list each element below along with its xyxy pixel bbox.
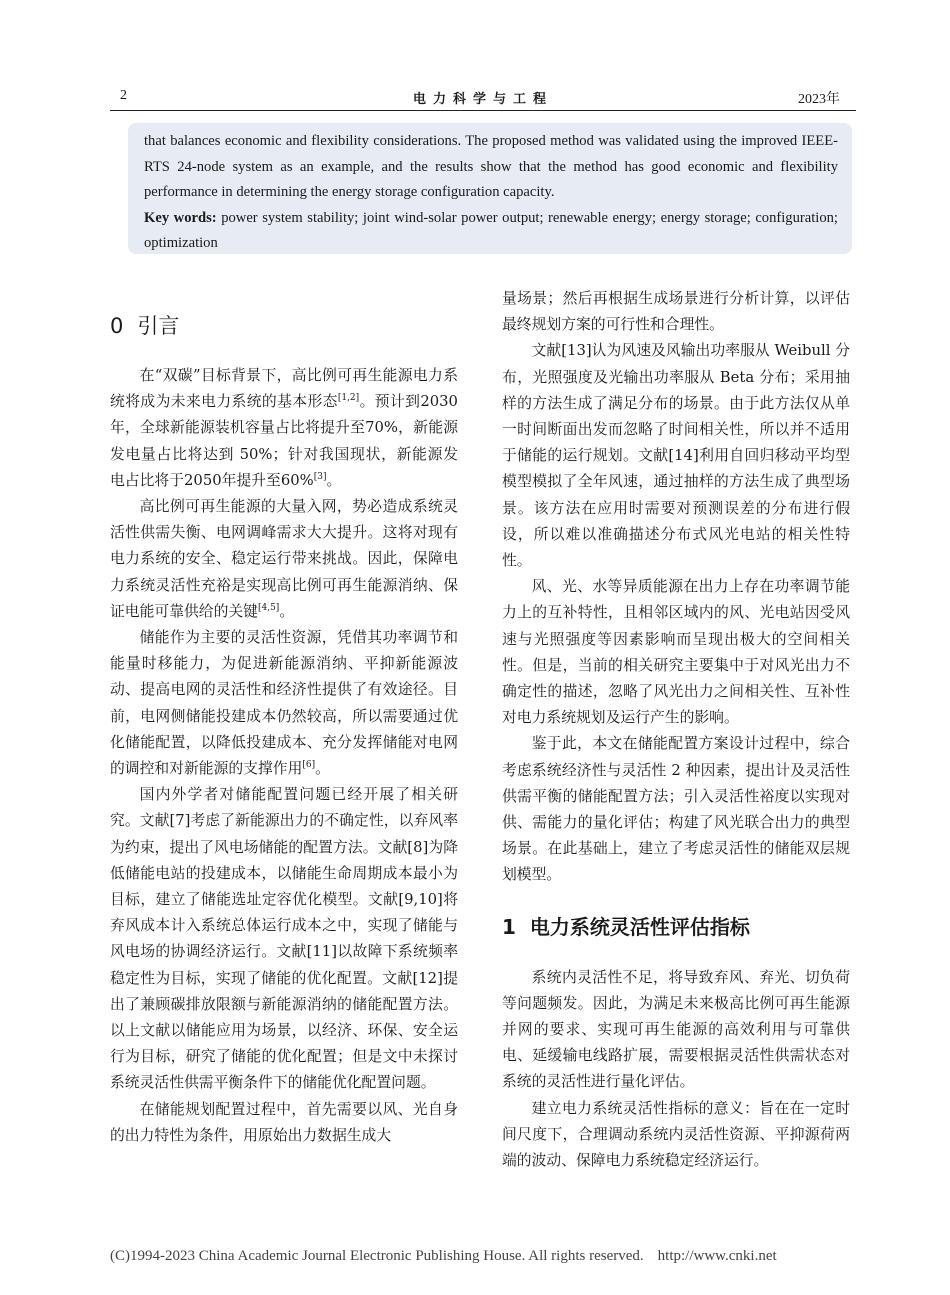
paragraph — [110, 363, 458, 494]
paragraph-text: 高比例可再生能源的大量入网，势必造成系统灵活性供需失衡、电网调峰需求大大提升。这将对现有电力系统的安全、稳定运行带来挑战。因此，保障电力系统灵活性充裕是实现高比例可再生能源消纳、保证电能可靠供给的关键 — [110, 498, 458, 620]
paragraph: 国内外学者对储能配置问题已经开展了相关研究。文献[7]考虑了新能源出力的不确定性，以弃风率为约束，提出了风电场储能的配置方法。文献[8]为降低储能电站的投建成本，以储能生命周期成本最小为目标，建立了储能选址定容优化模型。文献[9,10]将弃风成本计入系统总体运行成本之中，实现了储能与风电场的协调经济运行。文献[11]以故障下系统频率稳定性为目标，实现了储能的优化配置。文献[12]提出了兼顾碳排放限额与新能源消纳的储能配置方法。以上文献以储能应用为场景，以经济、环保、安全运行为目标，研究了储能的优化配置；但是文中未探讨系统灵活性供需平衡条件下的储能优化配置问题。 — [110, 786, 458, 1092]
english-abstract-box — [128, 123, 852, 254]
page-number: 2 — [120, 88, 127, 103]
paragraph-text: 。 — [279, 602, 295, 620]
paragraph: 系统内灵活性不足，将导致弃风、弃光、切负荷等问题频发。因此，为满足未来极高比例可再生能源并网的要求、实现可再生能源的高效利用与可靠供电、延缓输电线路扩展，需要根据灵活性供需状态对系统的灵活性进行量化评估。 — [502, 968, 850, 1091]
section-number: 0 — [110, 314, 124, 338]
section-number: 1 — [502, 914, 516, 939]
running-header — [110, 88, 856, 111]
section-heading-flexibility-index — [502, 913, 850, 941]
keywords-label: Key words: — [144, 209, 217, 226]
paragraph-text: 。预计到2030年，全球新能源装机容量占比将提升至70%，新能源发电量占比将达到 50%；针对我国现状，新能源发电占比将于2050年提升至60% — [110, 393, 458, 489]
keywords-list: power system stability; joint wind-solar power output; renewable energy; energy storage; configuration; optimization — [144, 209, 838, 251]
paragraph-continued: 量场景；然后再根据生成场景进行分析计算，以评估最终规划方案的可行性和合理性。 — [502, 290, 850, 334]
publication-year: 2023年 — [798, 92, 840, 107]
copyright-notice: (C)1994-2023 China Academic Journal Electronic Publishing House. All rights reserved. — [110, 1248, 644, 1264]
section-heading-introduction — [110, 312, 458, 340]
paragraph: 在储能规划配置过程中，首先需要以风、光自身的出力特性为条件，用原始出力数据生成大 — [110, 1100, 458, 1144]
section-title: 引言 — [137, 314, 180, 338]
citation: [3] — [313, 471, 327, 482]
paragraph: 风、光、水等异质能源在出力上存在功率调节能力上的互补特性，且相邻区域内的风、光电站因受风速与光照强度等因素影响而呈现出极大的空间相关性。但是，当前的相关研究主要集中于对风光出力不确定性的描述，忽略了风光出力之间相关性、互补性对电力系统规划及运行产生的影响。 — [502, 578, 850, 727]
paragraph — [110, 494, 458, 625]
left-column — [110, 286, 458, 1149]
section-title: 电力系统灵活性评估指标 — [529, 914, 750, 939]
abstract-text: that balances economic and flexibility considerations. The proposed method was validated using the improved IEEE-RTS 24-node system as an example, and the results show that the method has good economic and flexibility performance in determining the energy storage configuration capacity. — [144, 133, 838, 200]
paragraph: 建立电力系统灵活性指标的意义：旨在在一定时间尺度下，合理调动系统内灵活性资源、平抑源荷两端的波动、保障电力系统稳定经济运行。 — [502, 1099, 850, 1170]
paragraph: 文献[13]认为风速及风输出功率服从 Weibull 分布，光照强度及光输出功率服从 Beta 分布；采用抽样的方法生成了满足分布的场景。由于此方法仅从单一时间断面出发而忽略了时间相关性，所以并不适用于储能的运行规划。文献[14]利用自回归移动平均型模型模拟了全年风速，通过抽样的方法生成了典型场景。该方法在应用时需要对预测误差的分布进行假设，所以难以准确描述分布式风光电站的相关性特性。 — [502, 342, 850, 570]
citation: [4,5] — [257, 602, 280, 613]
footer-url[interactable]: http://www.cnki.net — [657, 1248, 777, 1264]
page-footer — [110, 1248, 777, 1265]
paragraph — [110, 625, 458, 782]
paragraph-text: 储能作为主要的灵活性资源，凭借其功率调节和能量时移能力，为促进新能源消纳、平抑新能源波动、提高电网的灵活性和经济性提供了有效途径。目前，电网侧储能投建成本仍然较高，所以需要通过优化储能配置，以降低投建成本、充分发挥储能对电网的调控和对新能源的支撑作用 — [110, 629, 458, 778]
journal-title: 电力科学与工程 — [412, 92, 553, 107]
paragraph-text: 在“双碳”目标背景下，高比例可再生能源电力系统将成为未来电力系统的基本形态 — [110, 367, 458, 411]
keywords — [144, 206, 838, 257]
right-column — [502, 286, 850, 1174]
citation: [6] — [302, 760, 316, 771]
paragraph-text: 。 — [315, 760, 330, 778]
citation: [1,2] — [337, 393, 360, 404]
paragraph: 鉴于此，本文在储能配置方案设计过程中，综合考虑系统经济性与灵活性 2 种因素，提出计及灵活性供需平衡的储能配置方法；引入灵活性裕度以实现对供、需能力的量化评估；构建了风光联合出力的典型场景。在此基础上，建立了考虑灵活性的储能双层规划模型。 — [502, 735, 850, 884]
paragraph-text: 。 — [326, 471, 342, 489]
